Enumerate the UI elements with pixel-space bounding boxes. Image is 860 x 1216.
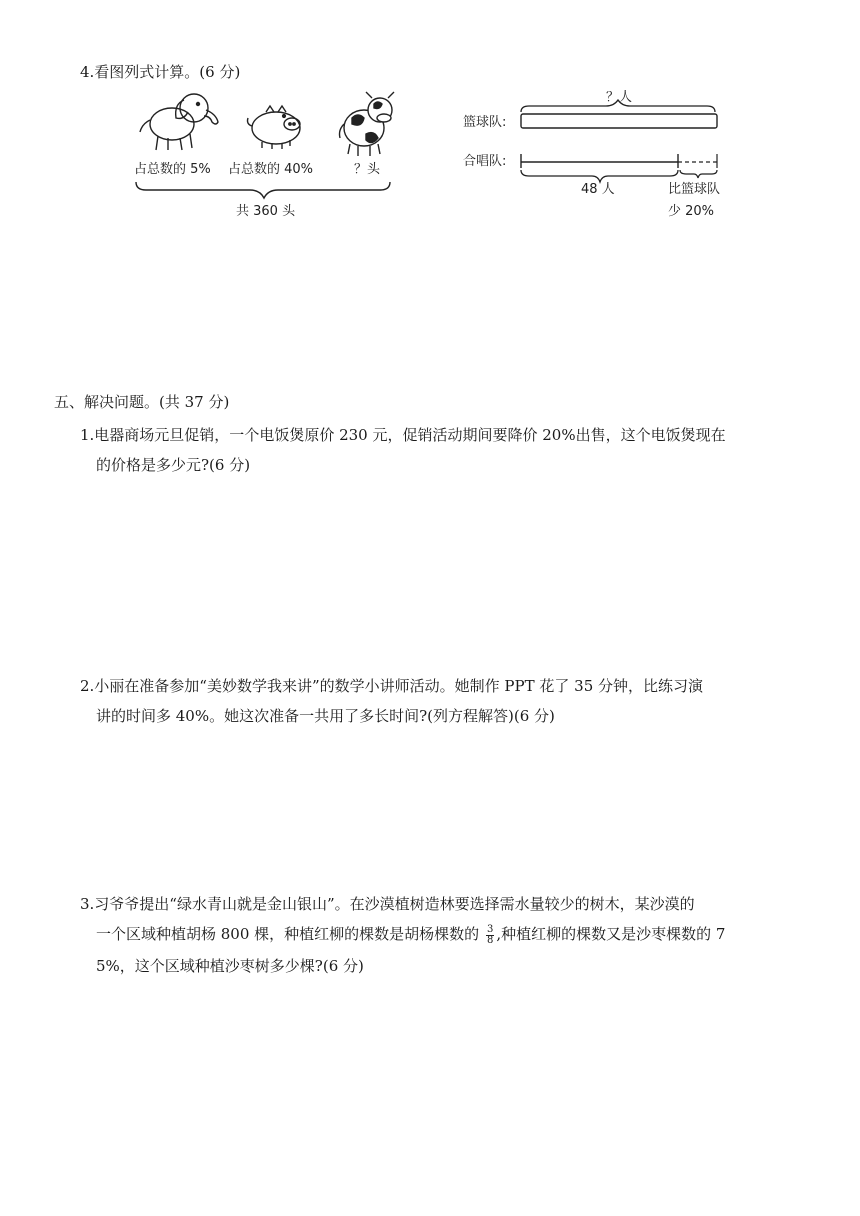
label-elephant: 占总数的 5% bbox=[134, 162, 211, 177]
label-note-2: 少 20% bbox=[668, 204, 715, 219]
problem3-line2: 一个区域种植胡杨 800 棵，种植红柳的棵数是胡杨棵数的 $\frac{3}{8}$ ,种植红柳的棵数又是沙枣棵数的 7 bbox=[96, 923, 726, 946]
label-pig: 占总数的 40% bbox=[228, 162, 314, 177]
label-cow: ？头 bbox=[354, 162, 381, 177]
problem1-line2: 的价格是多少元?(6 分) bbox=[96, 456, 251, 474]
label-total: 共 360 头 bbox=[236, 204, 296, 219]
missing-brace bbox=[680, 170, 717, 178]
label-48: 48 人 bbox=[581, 182, 615, 197]
problem3-line1: 3.习爷爷提出“绿水青山就是金山银山”。在沙漠植树造林要选择需水量较少的树木，某沙漠的 bbox=[80, 895, 695, 913]
label-choir: 合唱队: bbox=[463, 154, 507, 169]
problem2-line1: 2.小丽在准备参加“美妙数学我来讲”的数学小讲师活动。她制作 PPT 花了 35 分钟，比练习演 bbox=[80, 677, 704, 695]
fraction-three-eighths: $\frac{3}{8}$ bbox=[486, 923, 494, 946]
label-note-1: 比篮球队 bbox=[668, 182, 721, 197]
section5-title: 五、解决问题。(共 37 分) bbox=[54, 393, 230, 411]
label-question-people: ？人 bbox=[606, 90, 633, 105]
label-basketball: 篮球队: bbox=[463, 115, 507, 130]
q4-title: 4.看图列式计算。(6 分) bbox=[80, 63, 241, 81]
problem2-line2: 讲的时间多 40%。她这次准备一共用了多长时间?(列方程解答)(6 分) bbox=[96, 707, 555, 725]
problem1-line1: 1.电器商场元旦促销，一个电饭煲原价 230 元，促销活动期间要降价 20%出售，这个电饭煲现在 bbox=[80, 426, 726, 444]
problem3-line3: 5%，这个区域种植沙枣树多少棵?(6 分) bbox=[96, 957, 364, 975]
basketball-bar bbox=[521, 114, 717, 128]
